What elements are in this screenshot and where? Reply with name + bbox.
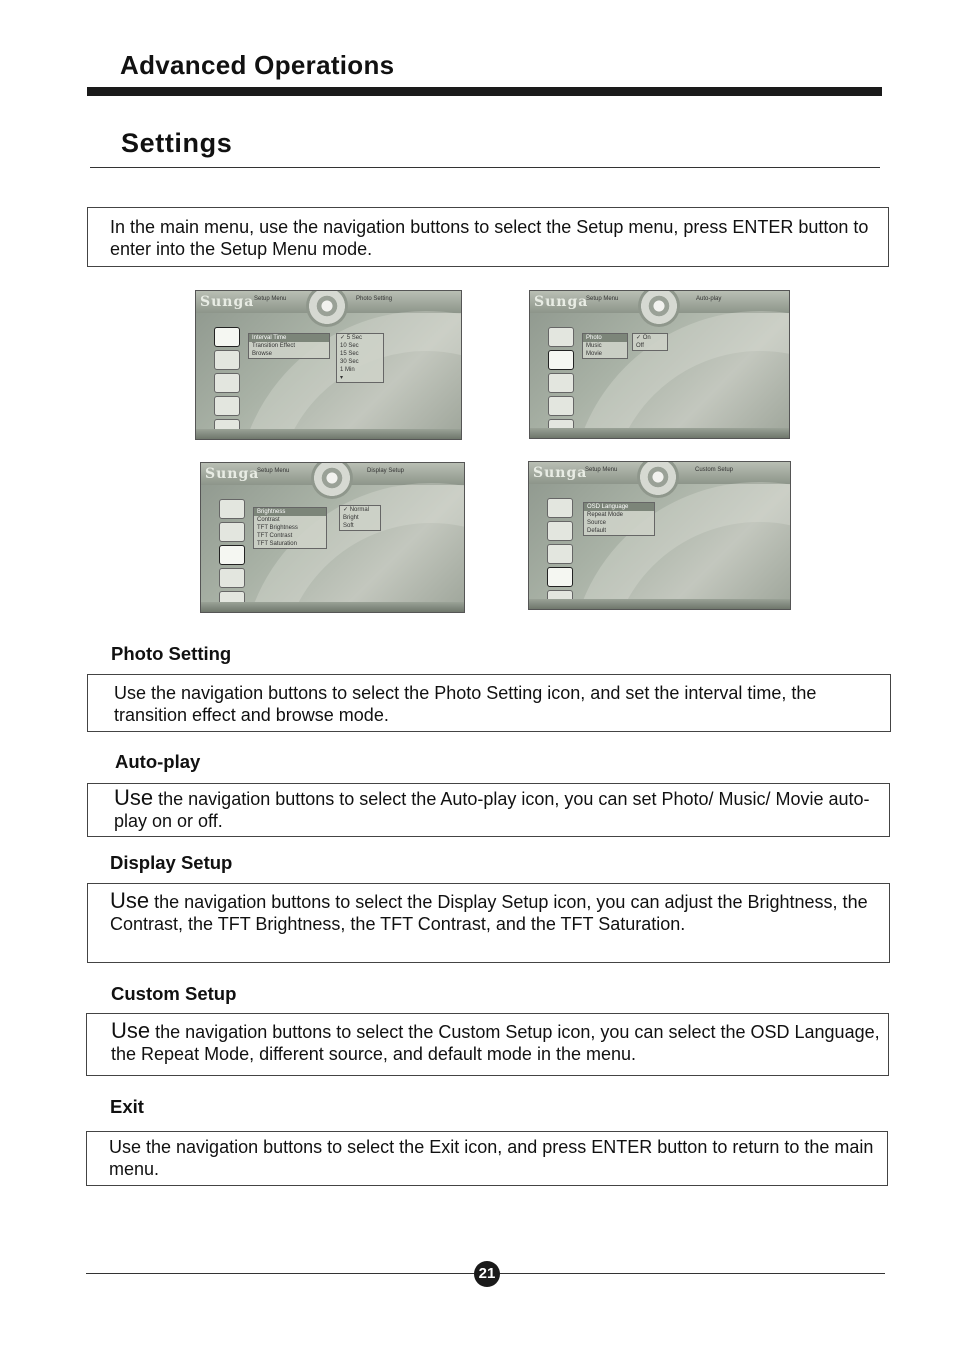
music-icon bbox=[548, 350, 574, 370]
menu-item: Photo bbox=[583, 334, 627, 342]
screenshot-custom-setup bbox=[528, 461, 791, 610]
disc-icon bbox=[306, 290, 348, 327]
disc-icon bbox=[637, 461, 679, 498]
screen-icon-column bbox=[548, 327, 576, 439]
menu-item: Source bbox=[587, 520, 607, 526]
heading-photo-setting: Photo Setting bbox=[111, 643, 232, 664]
screen-tab-setup: Setup Menu bbox=[257, 468, 290, 474]
menu-item: Interval Time bbox=[249, 334, 329, 342]
music-icon bbox=[214, 350, 240, 370]
screen-bottom-bar bbox=[201, 602, 464, 612]
screen-icon-column bbox=[214, 327, 242, 440]
submenu-item: ▾ bbox=[340, 375, 344, 381]
menu-item: Music bbox=[586, 343, 602, 349]
submenu-item: ✓ On bbox=[636, 335, 651, 341]
menu-item: Brightness bbox=[254, 508, 326, 516]
submenu-item: Soft bbox=[343, 523, 354, 529]
photo-icon bbox=[214, 327, 240, 347]
background-curve bbox=[570, 311, 790, 439]
intro-box bbox=[87, 207, 889, 267]
screen-tab-current: Custom Setup bbox=[695, 467, 734, 473]
disc-icon bbox=[311, 462, 353, 499]
display-icon bbox=[219, 545, 245, 565]
screen-icon-column bbox=[547, 498, 575, 610]
menu-item: Browse bbox=[252, 351, 273, 357]
submenu-item: 10 Sec bbox=[340, 343, 359, 349]
heading-auto-play: Auto-play bbox=[115, 751, 201, 772]
custom-icon bbox=[548, 396, 574, 416]
menu-item: TFT Brightness bbox=[257, 525, 298, 531]
display-icon bbox=[547, 544, 573, 564]
screen-icon-column bbox=[219, 499, 247, 613]
screen-menu bbox=[582, 333, 628, 359]
footer-rule-right bbox=[500, 1273, 885, 1274]
photo-icon bbox=[219, 499, 245, 519]
screen-bottom-bar bbox=[196, 429, 461, 439]
menu-item: Contrast bbox=[257, 517, 280, 523]
screenshot-display-setup bbox=[200, 462, 465, 613]
heading-custom-setup: Custom Setup bbox=[111, 983, 237, 1004]
auto-play-text: the navigation buttons to select the Auto-play icon, you can set Photo/ Music/ Movie auto-play on or off. bbox=[114, 789, 870, 831]
photo-icon bbox=[548, 327, 574, 347]
screen-logo: Sunga bbox=[534, 294, 589, 310]
menu-item: Default bbox=[587, 528, 607, 534]
section-title: Advanced Operations bbox=[120, 50, 395, 80]
screen-menu bbox=[583, 502, 655, 536]
submenu-item: Bright bbox=[343, 515, 359, 521]
screenshot-auto-play bbox=[529, 290, 790, 439]
screen-tab-current: Photo Setting bbox=[356, 296, 393, 302]
custom-icon bbox=[547, 567, 573, 587]
footer-rule-left bbox=[86, 1273, 474, 1274]
menu-item: TFT Saturation bbox=[257, 541, 297, 547]
custom-setup-box bbox=[86, 1013, 889, 1076]
exit-text: Use the navigation buttons to select the Exit icon, and press ENTER button to return to the main menu. bbox=[109, 1137, 874, 1179]
submenu-item: 1 Min bbox=[340, 367, 355, 373]
page-title: Settings bbox=[121, 128, 233, 158]
screen-tab-current: Display Setup bbox=[367, 468, 405, 474]
photo-icon bbox=[547, 498, 573, 518]
photo-setting-box bbox=[87, 674, 891, 732]
screen-submenu bbox=[336, 333, 384, 383]
submenu-item: 30 Sec bbox=[340, 359, 359, 365]
custom-setup-text: the navigation buttons to select the Custom Setup icon, you can select the OSD Language, the Repeat Mode, different source, and default mode in the menu. bbox=[111, 1022, 880, 1064]
display-icon bbox=[214, 373, 240, 393]
screen-bottom-bar bbox=[530, 428, 789, 438]
screen-submenu bbox=[632, 333, 668, 351]
screen-logo: Sunga bbox=[200, 294, 255, 310]
screen-tab-setup: Setup Menu bbox=[585, 467, 618, 473]
screen-tab-setup: Setup Menu bbox=[586, 296, 619, 302]
screen-tab-setup: Setup Menu bbox=[254, 296, 287, 302]
music-icon bbox=[219, 522, 245, 542]
screen-submenu bbox=[339, 505, 381, 531]
photo-setting-text: Use the navigation buttons to select the Photo Setting icon, and set the interval time, the transition effect and browse mode. bbox=[114, 683, 817, 725]
display-setup-text: the navigation buttons to select the Display Setup icon, you can adjust the Brightness, the Contrast, the TFT Brightness, the TFT Contrast, and the TFT Saturation. bbox=[110, 892, 868, 934]
screenshot-photo-setting bbox=[195, 290, 462, 440]
custom-icon bbox=[214, 396, 240, 416]
heading-exit: Exit bbox=[110, 1096, 144, 1117]
menu-item: Movie bbox=[586, 351, 603, 357]
screen-bottom-bar bbox=[529, 599, 790, 609]
header-rule bbox=[87, 87, 882, 96]
heading-display-setup: Display Setup bbox=[110, 852, 233, 873]
display-setup-box bbox=[87, 883, 890, 963]
menu-item: OSD Language bbox=[584, 503, 654, 511]
submenu-item: Off bbox=[636, 343, 644, 349]
submenu-item: ✓ 5 Sec bbox=[340, 335, 363, 341]
auto-play-box bbox=[87, 783, 890, 837]
auto-play-lead: Use bbox=[114, 785, 154, 810]
screen-logo: Sunga bbox=[533, 465, 588, 481]
page-number: 21 bbox=[474, 1261, 500, 1287]
display-icon bbox=[548, 373, 574, 393]
custom-setup-lead: Use bbox=[111, 1018, 151, 1043]
screen-menu bbox=[248, 333, 330, 359]
disc-icon bbox=[638, 290, 680, 327]
menu-item: TFT Contrast bbox=[257, 533, 293, 539]
screen-logo: Sunga bbox=[205, 466, 260, 482]
exit-box bbox=[86, 1131, 888, 1186]
display-setup-lead: Use bbox=[110, 888, 150, 913]
music-icon bbox=[547, 521, 573, 541]
menu-item: Repeat Mode bbox=[587, 512, 624, 518]
screen-menu bbox=[253, 507, 327, 549]
intro-text: In the main menu, use the navigation buttons to select the Setup menu, press ENTER button to enter into the Setup Menu mode. bbox=[110, 217, 869, 259]
submenu-item: 15 Sec bbox=[340, 351, 359, 357]
custom-icon bbox=[219, 568, 245, 588]
menu-item: Transition Effect bbox=[252, 343, 296, 349]
submenu-item: ✓ Normal bbox=[343, 507, 370, 513]
title-divider bbox=[90, 167, 880, 168]
screen-tab-current: Auto-play bbox=[696, 296, 722, 302]
